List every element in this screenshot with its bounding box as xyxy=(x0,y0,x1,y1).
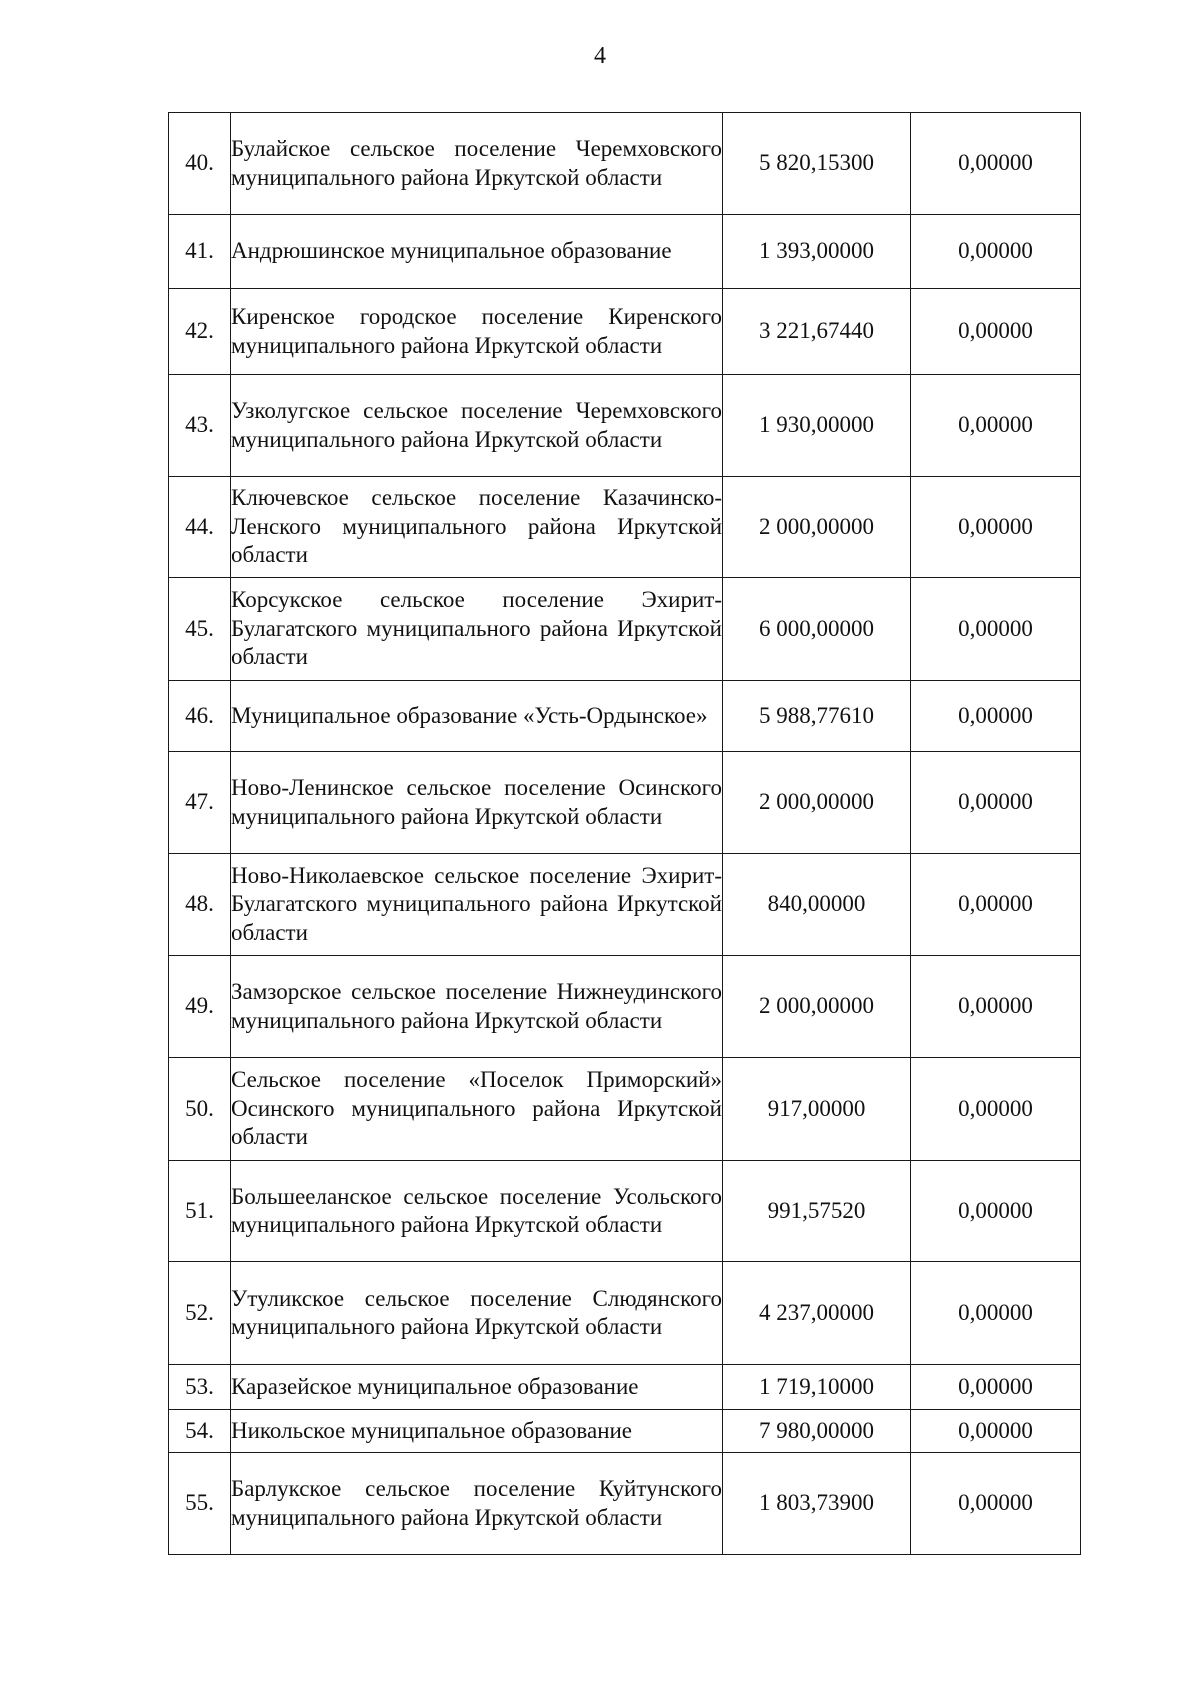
municipality-name-text: Муниципальное образование «Усть-Ордынское» xyxy=(231,702,708,728)
table-row xyxy=(169,752,1081,854)
value-cell: 0,00000 xyxy=(911,578,1081,681)
municipality-name xyxy=(231,854,723,956)
row-number: 42. xyxy=(169,289,231,375)
row-number: 50. xyxy=(169,1058,231,1161)
table-row xyxy=(169,681,1081,752)
municipality-name xyxy=(231,289,723,375)
table-row xyxy=(169,375,1081,477)
municipality-name xyxy=(231,1365,723,1410)
municipality-name-text: Узколугское сельское поселение Черемховского муниципального района Иркутской области xyxy=(231,398,722,452)
municipality-name xyxy=(231,681,723,752)
municipality-name xyxy=(231,578,723,681)
value-cell: 0,00000 xyxy=(911,289,1081,375)
row-number: 45. xyxy=(169,578,231,681)
value-cell: 0,00000 xyxy=(911,956,1081,1058)
row-number: 49. xyxy=(169,956,231,1058)
value-cell: 0,00000 xyxy=(911,752,1081,854)
value-cell: 0,00000 xyxy=(911,477,1081,578)
table-row xyxy=(169,113,1081,215)
amount-cell: 2 000,00000 xyxy=(723,956,911,1058)
municipality-name-text: Киренское городское поселение Киренского муниципального района Иркутской области xyxy=(231,304,722,358)
municipality-name xyxy=(231,1410,723,1453)
row-number: 55. xyxy=(169,1453,231,1555)
municipality-name xyxy=(231,1161,723,1262)
amount-cell: 3 221,67440 xyxy=(723,289,911,375)
amount-cell: 917,00000 xyxy=(723,1058,911,1161)
municipality-name-text: Булайское сельское поселение Черемховского муниципального района Иркутской области xyxy=(231,136,722,190)
table-row xyxy=(169,578,1081,681)
table-row xyxy=(169,215,1081,289)
municipality-name-text: Корсукское сельское поселение Эхирит-Булагатского муниципального района Иркутской области xyxy=(231,587,722,670)
amount-cell: 840,00000 xyxy=(723,854,911,956)
municipality-name-text: Замзорское сельское поселение Нижнеудинского муниципального района Иркутской области xyxy=(231,979,722,1033)
amount-cell: 1 930,00000 xyxy=(723,375,911,477)
municipality-name-text: Ново-Николаевское сельское поселение Эхирит-Булагатского муниципального района Иркутской области xyxy=(231,862,722,945)
amount-cell: 1 803,73900 xyxy=(723,1453,911,1555)
amount-cell: 7 980,00000 xyxy=(723,1410,911,1453)
municipality-name xyxy=(231,113,723,215)
municipality-name-text: Большееланское сельское поселение Усольского муниципального района Иркутской области xyxy=(231,1183,722,1237)
value-cell: 0,00000 xyxy=(911,854,1081,956)
table-row xyxy=(169,854,1081,956)
value-cell: 0,00000 xyxy=(911,375,1081,477)
municipality-name xyxy=(231,215,723,289)
municipality-name-text: Андрюшинское муниципальное образование xyxy=(231,238,672,264)
value-cell: 0,00000 xyxy=(911,1410,1081,1453)
table-row xyxy=(169,1058,1081,1161)
amount-cell: 5 820,15300 xyxy=(723,113,911,215)
table-row xyxy=(169,956,1081,1058)
value-cell: 0,00000 xyxy=(911,1161,1081,1262)
page-number: 4 xyxy=(594,43,606,69)
value-cell: 0,00000 xyxy=(911,681,1081,752)
row-number: 44. xyxy=(169,477,231,578)
row-number: 43. xyxy=(169,375,231,477)
municipality-name-text: Ключевское сельское поселение Казачинско-Ленского муниципального района Иркутской области xyxy=(231,485,722,568)
municipality-name xyxy=(231,1453,723,1555)
row-number: 40. xyxy=(169,113,231,215)
table-row xyxy=(169,1161,1081,1262)
allocation-table-body xyxy=(169,113,1081,1555)
row-number: 47. xyxy=(169,752,231,854)
value-cell: 0,00000 xyxy=(911,1365,1081,1410)
municipality-name xyxy=(231,956,723,1058)
table-row xyxy=(169,1262,1081,1365)
amount-cell: 6 000,00000 xyxy=(723,578,911,681)
table-row xyxy=(169,477,1081,578)
amount-cell: 2 000,00000 xyxy=(723,752,911,854)
municipality-name-text: Никольское муниципальное образование xyxy=(231,1417,633,1443)
row-number: 46. xyxy=(169,681,231,752)
value-cell: 0,00000 xyxy=(911,1058,1081,1161)
value-cell: 0,00000 xyxy=(911,215,1081,289)
municipality-name-text: Каразейское муниципальное образование xyxy=(231,1373,639,1399)
amount-cell: 2 000,00000 xyxy=(723,477,911,578)
municipality-name-text: Барлукское сельское поселение Куйтунского муниципального района Иркутской области xyxy=(231,1476,722,1530)
value-cell: 0,00000 xyxy=(911,113,1081,215)
row-number: 48. xyxy=(169,854,231,956)
row-number: 53. xyxy=(169,1365,231,1410)
row-number: 41. xyxy=(169,215,231,289)
amount-cell: 1 719,10000 xyxy=(723,1365,911,1410)
municipality-name-text: Ново-Ленинское сельское поселение Осинского муниципального района Иркутской области xyxy=(231,775,722,829)
table-row xyxy=(169,1365,1081,1410)
value-cell: 0,00000 xyxy=(911,1262,1081,1365)
municipality-name xyxy=(231,375,723,477)
municipality-name xyxy=(231,1262,723,1365)
amount-cell: 991,57520 xyxy=(723,1161,911,1262)
municipality-name xyxy=(231,752,723,854)
value-cell: 0,00000 xyxy=(911,1453,1081,1555)
municipality-name-text: Утуликское сельское поселение Слюдянского муниципального района Иркутской области xyxy=(231,1285,722,1339)
municipality-name xyxy=(231,477,723,578)
row-number: 52. xyxy=(169,1262,231,1365)
allocation-table xyxy=(168,112,1081,1555)
amount-cell: 5 988,77610 xyxy=(723,681,911,752)
amount-cell: 4 237,00000 xyxy=(723,1262,911,1365)
table-row xyxy=(169,1453,1081,1555)
municipality-name xyxy=(231,1058,723,1161)
row-number: 54. xyxy=(169,1410,231,1453)
row-number: 51. xyxy=(169,1161,231,1262)
municipality-name-text: Сельское поселение «Поселок Приморский» Осинского муниципального района Иркутской области xyxy=(231,1067,722,1150)
table-row xyxy=(169,289,1081,375)
amount-cell: 1 393,00000 xyxy=(723,215,911,289)
table-row xyxy=(169,1410,1081,1453)
